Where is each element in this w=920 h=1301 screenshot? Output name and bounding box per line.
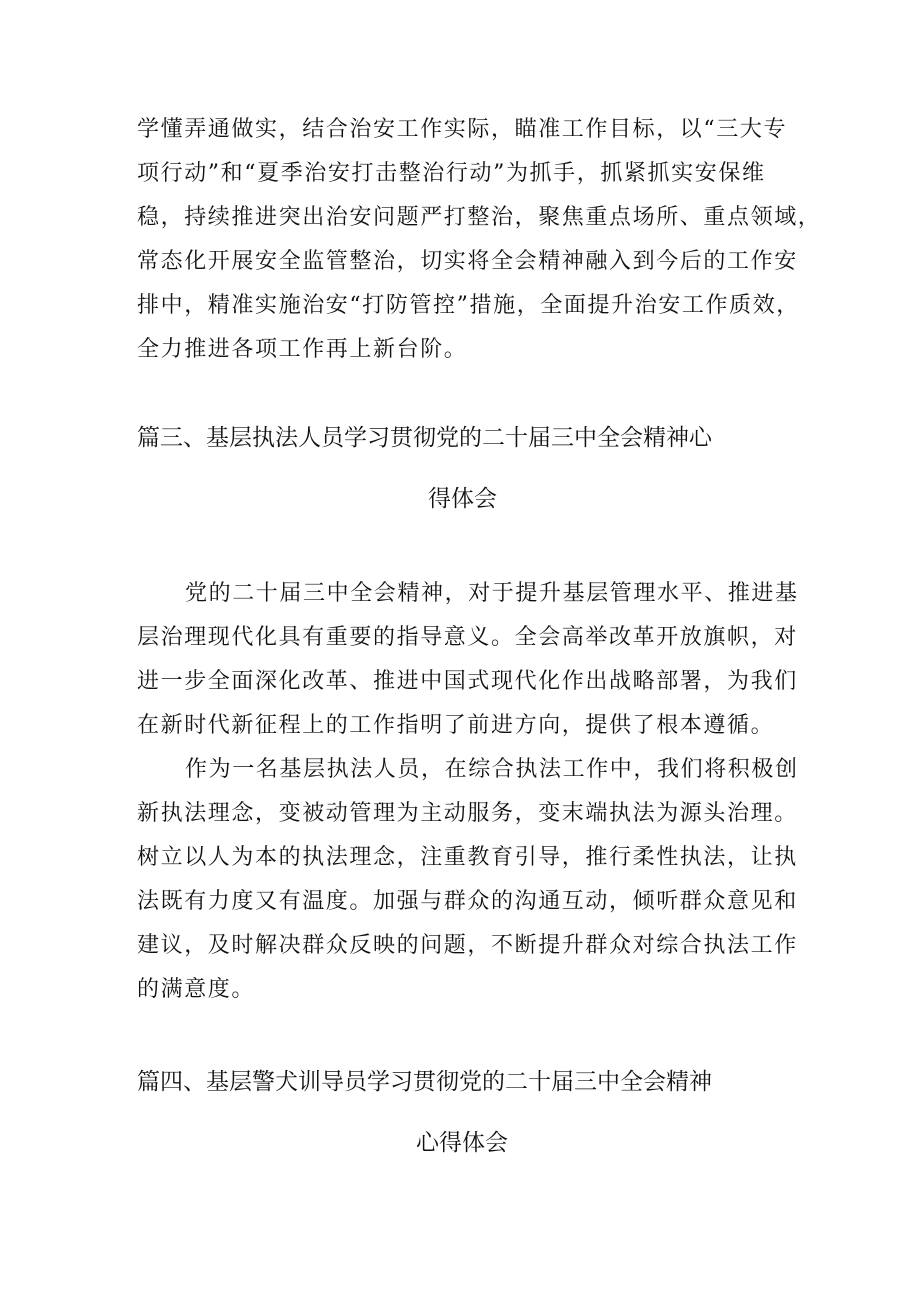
paragraph-first-line: 作为一名基层执法人员，在综合执法工作中，我们将积极创 (185, 757, 799, 782)
text-line: 新执法理念，变被动管理为主动服务，变末端执法为源头治理。 (137, 801, 798, 826)
text-line: 法既有力度又有温度。加强与群众的沟通互动，倾听群众意见和 (137, 889, 798, 914)
text-line: 常态化开展安全监管整治，切实将全会精神融入到今后的工作安 (137, 249, 798, 274)
text-line: 的满意度。 (137, 977, 256, 1002)
paragraph-first-line: 党的二十届三中全会精神，对于提升基层管理水平、推进基 (185, 581, 799, 606)
section-3-title-line-2: 得体会 (428, 486, 497, 512)
text-line: 层治理现代化具有重要的指导意义。全会高举改革开放旗帜，对 (137, 625, 798, 650)
section-4-title-line-2: 心得体会 (416, 1130, 508, 1156)
text-line: 学懂弄通做实，结合治安工作实际，瞄准工作目标，以“三大专 (137, 117, 788, 142)
text-line: 建议，及时解决群众反映的问题，不断提升群众对综合执法工作 (137, 933, 798, 958)
paragraph-block-2 (137, 572, 797, 1012)
text-line: 排中，精准实施治安“打防管控”措施，全面提升治安工作质效， (137, 293, 800, 318)
text-line: 全力推进各项工作再上新台阶。 (137, 337, 468, 362)
text-line: 项行动”和“夏季治安打击整治行动”为抓手，抓紧抓实安保维 (137, 161, 766, 186)
text-line: 在新时代新征程上的工作指明了前进方向，提供了根本遵循。 (137, 713, 775, 738)
section-4-title-line-1: 篇四、基层警犬训导员学习贯彻党的二十届三中全会精神 (137, 1069, 712, 1095)
text-line: 树立以人为本的执法理念，注重教育引导，推行柔性执法，让执 (137, 845, 798, 870)
section-3-title-line-1: 篇三、基层执法人员学习贯彻党的二十届三中全会精神心 (137, 425, 712, 451)
paragraph-block-1 (137, 108, 822, 372)
text-line: 稳，持续推进突出治安问题严打整治，聚焦重点场所、重点领域， (137, 205, 822, 230)
text-line: 进一步全面深化改革、推进中国式现代化作出战略部署，为我们 (137, 669, 798, 694)
